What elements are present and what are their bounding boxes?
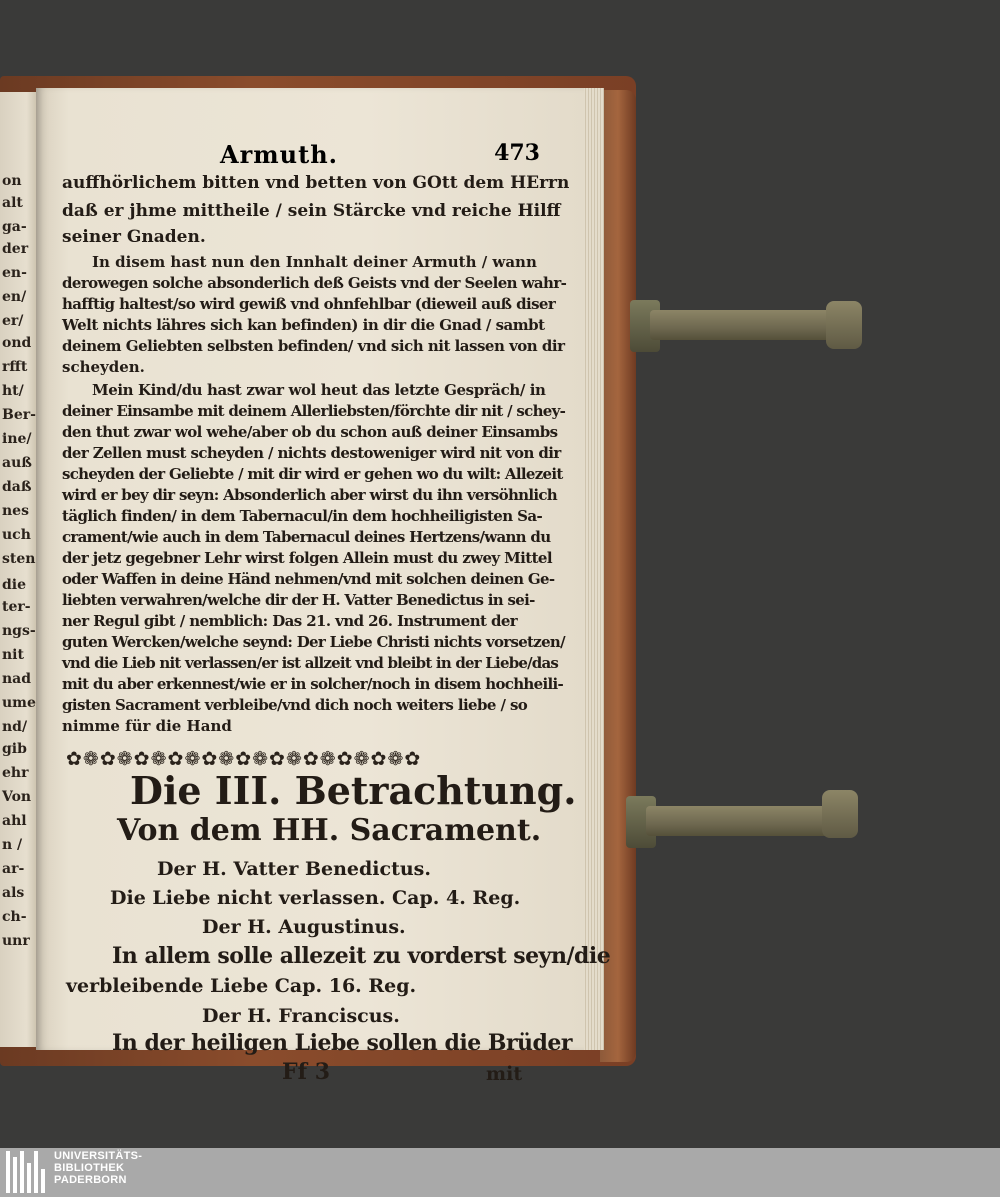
library-name-line1: UNIVERSITÄTS-	[54, 1150, 143, 1162]
text-line: Mein Kind/du hast zwar wol heut das letzte Gespräch/ in	[92, 381, 546, 399]
margin-fragment: Von	[2, 789, 32, 805]
margin-fragment: ht/	[2, 383, 24, 399]
library-name-line2: BIBLIOTHEK	[54, 1162, 125, 1174]
chapter-heading: Die III. Betrachtung.	[130, 768, 577, 813]
catchword: mit	[486, 1063, 523, 1085]
text-line: der jetz gegebner Lehr wirst folgen Allein must du zwey Mittel	[62, 549, 552, 567]
margin-fragment: ch-	[2, 909, 27, 925]
page-number: 473	[494, 140, 540, 166]
text-line: der Zellen must scheyden / nichts destoweniger wird nit von dir	[62, 444, 561, 462]
signature-mark: Ff 3	[282, 1059, 331, 1085]
margin-fragment: nit	[2, 647, 24, 663]
margin-fragment: er/	[2, 313, 24, 329]
margin-fragment: ine/	[2, 431, 32, 447]
margin-fragment: uch	[2, 527, 31, 543]
quote-text: In der heiligen Liebe sollen die Brüder	[112, 1030, 573, 1056]
text-line: nimme für die Hand	[62, 717, 232, 735]
text-line: deinem Geliebten selbsten befinden/ vnd sich nit lassen von dir	[62, 337, 565, 355]
quote-text: In allem solle allezeit zu vorderst seyn/die	[112, 943, 611, 969]
text-line: seiner Gnaden.	[62, 227, 206, 247]
text-line: Welt nichts lähres sich kan befinden) in dir die Gnad / sambt	[62, 316, 545, 334]
clasp-head-top	[826, 301, 862, 349]
quote-text: Die Liebe nicht verlassen. Cap. 4. Reg.	[110, 887, 521, 909]
chapter-subheading: Von dem HH. Sacrament.	[117, 813, 542, 848]
ornament-rule: ✿❁✿❁✿❁✿❁✿❁✿❁✿❁✿❁✿❁✿❁✿	[66, 748, 422, 770]
running-title: Armuth.	[220, 140, 338, 169]
margin-fragment: nd/	[2, 719, 28, 735]
margin-fragment: der	[2, 241, 29, 257]
text-line: deiner Einsambe mit deinem Allerliebsten/förchte dir nit / schey-	[62, 402, 566, 420]
text-line: hafftig haltest/so wird gewiß vnd ohnfehlbar (dieweil auß diser	[62, 295, 556, 313]
text-line: täglich finden/ in dem Tabernacul/in dem hochheiligisten Sa-	[62, 507, 543, 525]
library-logo-icon	[6, 1151, 50, 1193]
text-line: den thut zwar wol wehe/aber ob du schon auß deiner Einsambs	[62, 423, 558, 441]
quote-attribution: Der H. Vatter Benedictus.	[157, 858, 431, 880]
margin-fragment: ngs-	[2, 623, 36, 639]
quote-text: verbleibende Liebe Cap. 16. Reg.	[66, 975, 417, 997]
left-page-fragment	[0, 92, 38, 1047]
margin-fragment: gib	[2, 741, 27, 757]
margin-fragment: ahl	[2, 813, 27, 829]
margin-fragment: ga-	[2, 219, 27, 235]
running-head	[60, 140, 550, 170]
text-line: vnd die Lieb nit verlassen/er ist allzeit vnd bleibt in der Liebe/das	[62, 654, 559, 672]
margin-fragment: alt	[2, 195, 23, 211]
margin-fragment: ume	[2, 695, 36, 711]
text-line: scheyden der Geliebte / mit dir wird er gehen wo du wilt: Allezeit	[62, 465, 563, 483]
text-line: mit du aber erkennest/wie er in solcher/noch in disem hochheili-	[62, 675, 563, 693]
text-line: ner Regul gibt / nemblich: Das 21. vnd 26. Instrument der	[62, 612, 518, 630]
margin-fragment: en-	[2, 265, 27, 281]
margin-fragment: en/	[2, 289, 27, 305]
library-name	[54, 1150, 142, 1186]
library-name-line3: PADERBORN	[54, 1174, 127, 1186]
margin-fragment: nes	[2, 503, 29, 519]
margin-fragment: als	[2, 885, 25, 901]
margin-fragment: ar-	[2, 861, 25, 877]
clasp-strap-top	[650, 310, 840, 340]
cover-fore-edge	[600, 90, 636, 1062]
margin-fragment: unr	[2, 933, 30, 949]
text-line: gisten Sacrament verbleibe/vnd dich noch weiters liebe / so	[62, 696, 528, 714]
text-line: guten Wercken/welche seynd: Der Liebe Christi nichts vorsetzen/	[62, 633, 565, 651]
text-line: auffhörlichem bitten vnd betten von GOtt dem HErrn	[62, 173, 570, 193]
clasp-strap-bottom	[646, 806, 836, 836]
margin-fragment: die	[2, 577, 27, 593]
text-line: oder Waffen in deine Händ nehmen/vnd mit solchen deinen Ge-	[62, 570, 555, 588]
text-line: scheyden.	[62, 358, 145, 376]
quote-attribution: Der H. Franciscus.	[202, 1005, 400, 1027]
text-line: crament/wie auch in dem Tabernacul deines Hertzens/wann du	[62, 528, 551, 546]
margin-fragment: ehr	[2, 765, 29, 781]
quote-attribution: Der H. Augustinus.	[202, 916, 406, 938]
margin-fragment: on	[2, 173, 22, 189]
text-line: liebten verwahren/welche dir der H. Vatter Benedictus in sei-	[62, 591, 535, 609]
margin-fragment: daß	[2, 479, 32, 495]
clasp-head-bottom	[822, 790, 858, 838]
library-footer-bar	[0, 1148, 1000, 1197]
margin-fragment: ter-	[2, 599, 31, 615]
text-line: In disem hast nun den Innhalt deiner Armuth / wann	[92, 253, 537, 271]
margin-fragment: Ber-	[2, 407, 36, 423]
margin-fragment: n /	[2, 837, 23, 853]
text-line: daß er jhme mittheile / sein Stärcke vnd reiche Hilff	[62, 201, 561, 221]
margin-fragment: rfft	[2, 359, 28, 375]
margin-fragment: sten	[2, 551, 36, 567]
margin-fragment: nad	[2, 671, 32, 687]
margin-fragment: ond	[2, 335, 32, 351]
text-line: wird er bey dir seyn: Absonderlich aber wirst du ihn versöhnlich	[62, 486, 558, 504]
text-line: derowegen solche absonderlich deß Geists vnd der Seelen wahr-	[62, 274, 567, 292]
margin-fragment: auß	[2, 455, 32, 471]
